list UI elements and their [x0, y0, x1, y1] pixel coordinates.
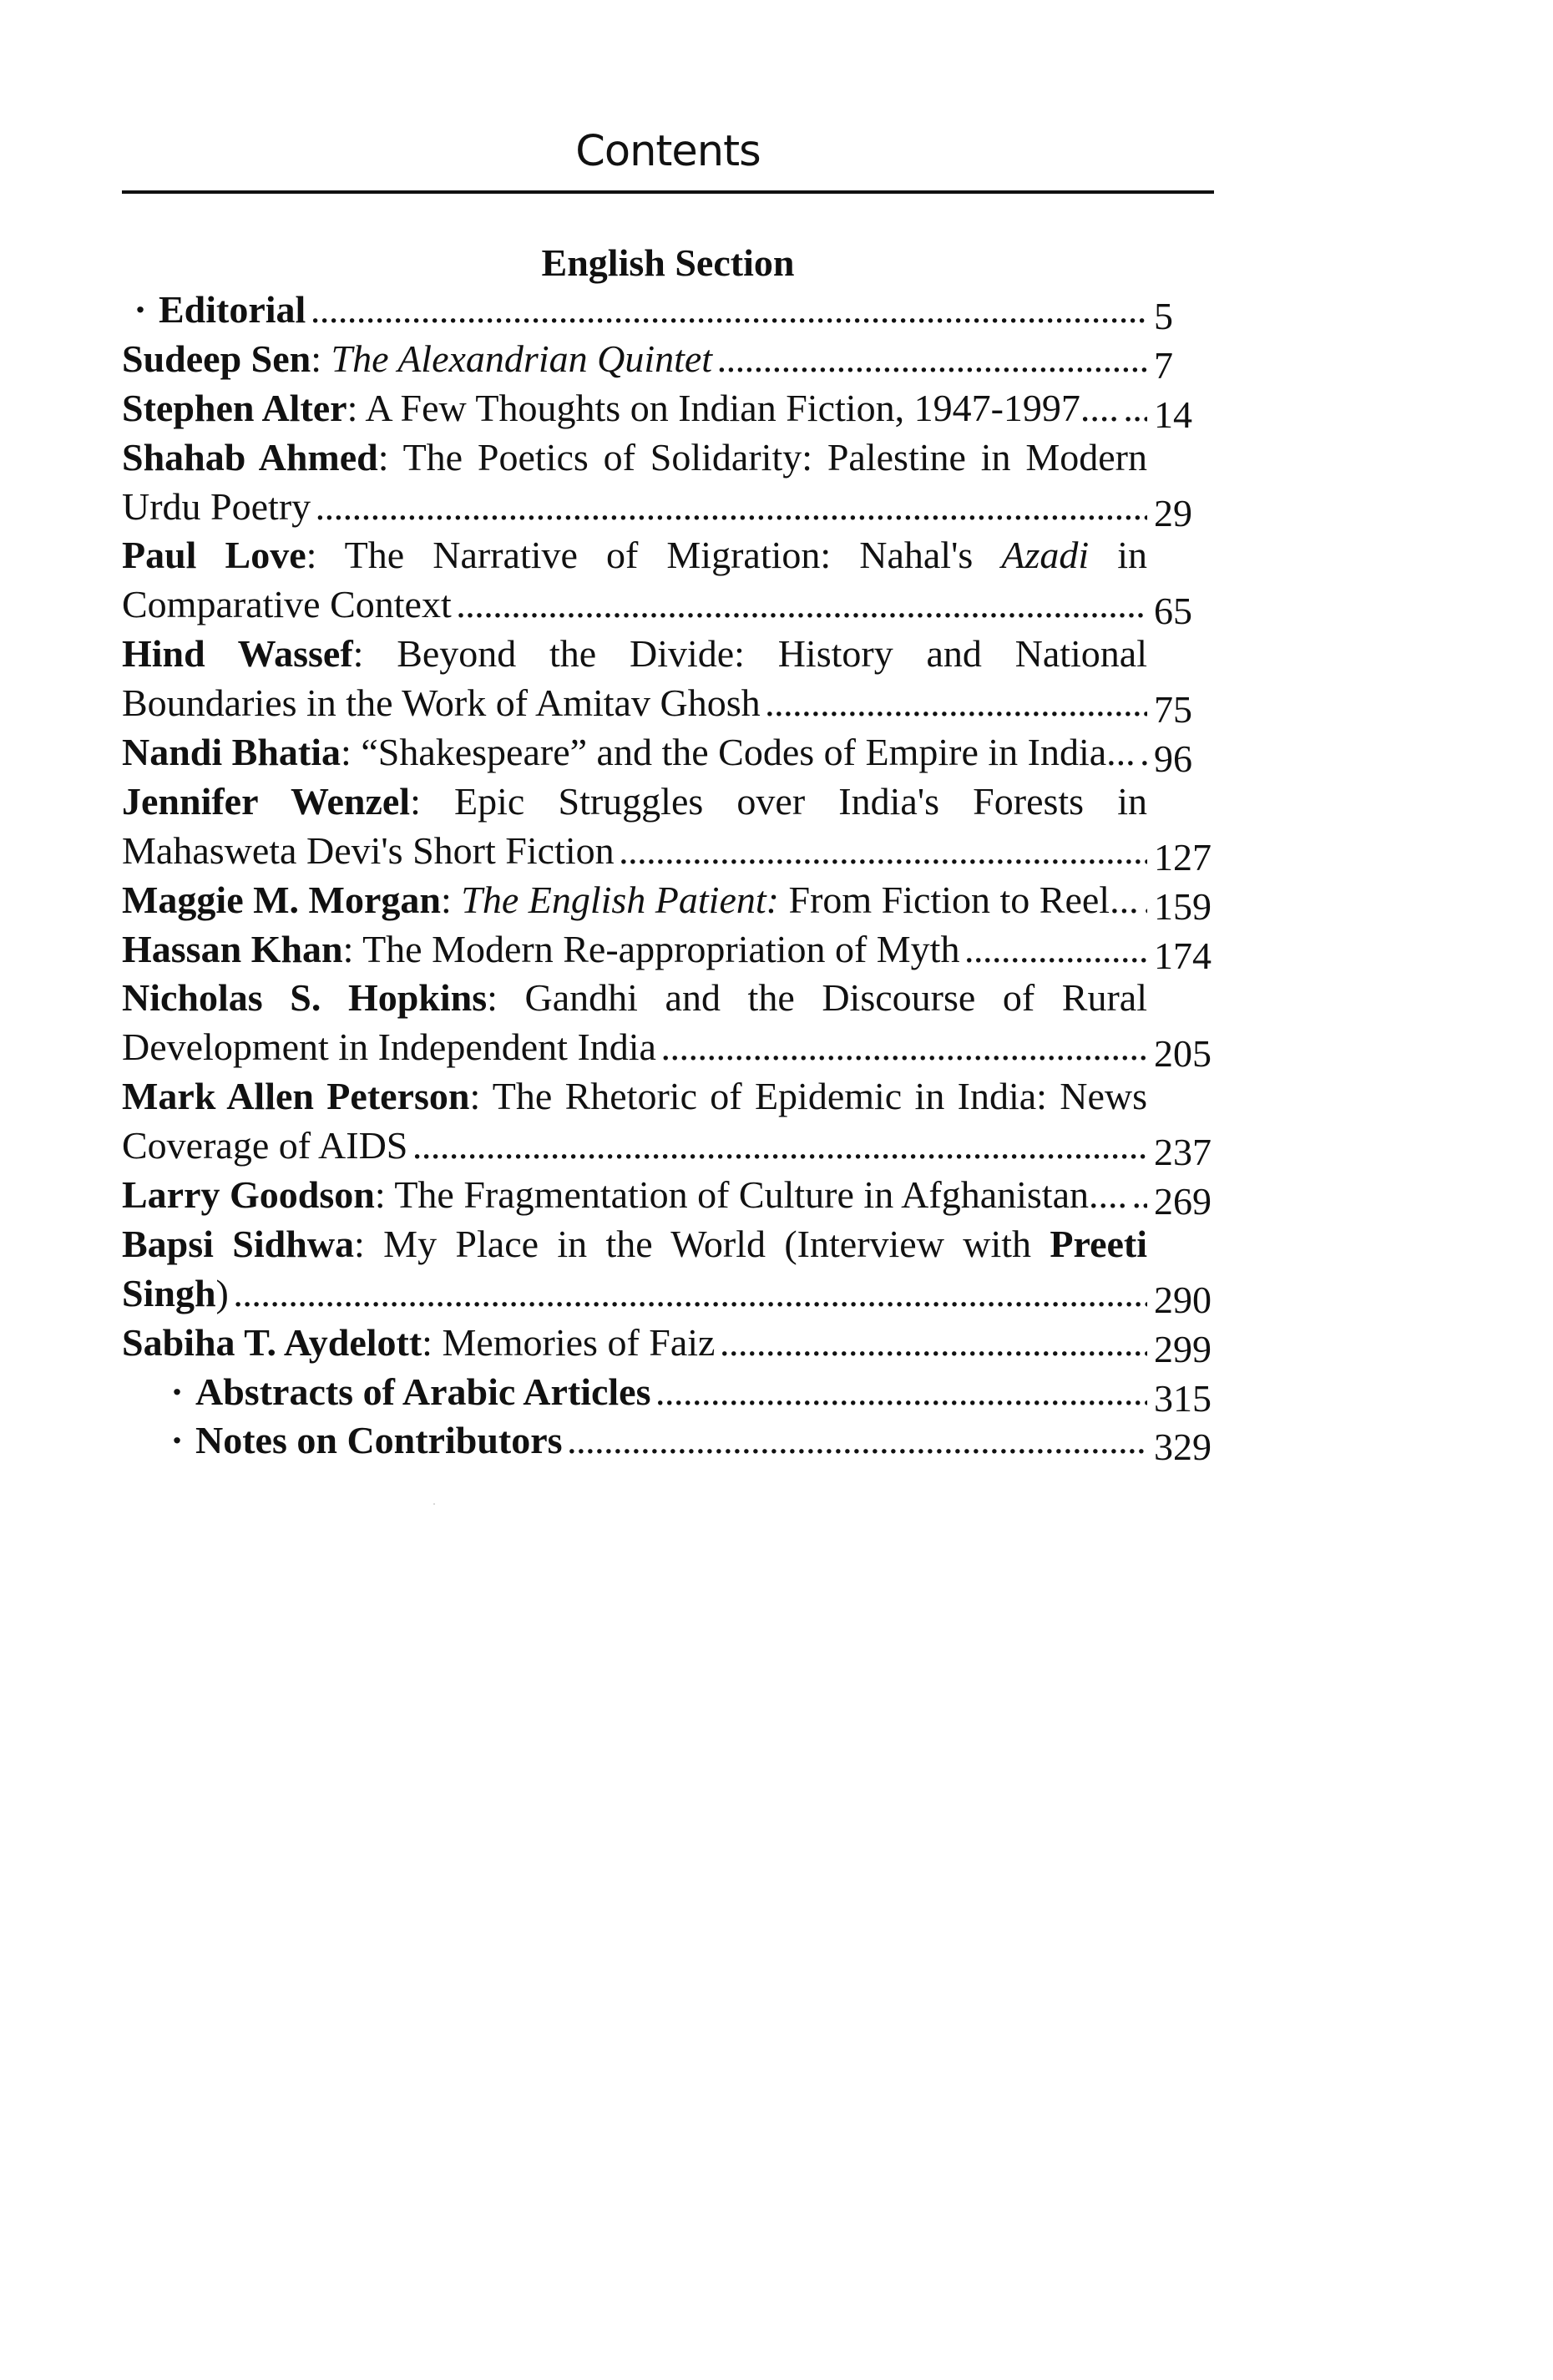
- toc-article-entry: [122, 777, 1224, 879]
- article-title: A Few Thoughts on Indian Fiction, 1947-1997....: [365, 386, 1119, 429]
- article-title: My Place in the World (Interview with: [383, 1222, 1050, 1265]
- toc-line: [122, 630, 1147, 679]
- author-name: Sudeep Sen: [122, 337, 311, 380]
- toc-line: [122, 1122, 1147, 1171]
- article-title: Development in Independent India: [122, 1025, 656, 1069]
- toc-line: [122, 531, 1147, 580]
- page-number: 7: [1154, 343, 1173, 387]
- page-heading: Contents: [575, 127, 761, 176]
- toc-article-entry: [122, 630, 1224, 732]
- page-number: 329: [1154, 1425, 1212, 1469]
- author-name: Larry Goodson: [122, 1173, 375, 1217]
- article-title: Editorial: [159, 288, 306, 331]
- separator: :: [487, 976, 525, 1020]
- toc-line: [122, 433, 1147, 483]
- article-title: Gandhi and the Discourse of Rural: [524, 976, 1147, 1020]
- author-name: Mark Allen Peterson: [122, 1075, 470, 1118]
- toc-article-entry: [122, 728, 1224, 780]
- author-name: Bapsi Sidhwa: [122, 1222, 355, 1265]
- toc-line: [122, 876, 1147, 925]
- separator: :: [341, 731, 362, 774]
- page-number: 174: [1154, 934, 1212, 977]
- article-title: The Fragmentation of Culture in Afghanistan....: [394, 1173, 1127, 1217]
- toc-section-entry: [122, 1416, 1224, 1469]
- toc-article-entry: [122, 974, 1224, 1076]
- author-name: Nicholas S. Hopkins: [122, 976, 488, 1020]
- page-number: 5: [1154, 294, 1173, 337]
- toc-article-entry: [122, 335, 1224, 387]
- toc-line: [122, 728, 1147, 777]
- article-title: Coverage of AIDS: [122, 1124, 408, 1167]
- page-number: 299: [1154, 1327, 1212, 1370]
- table-of-contents: [122, 286, 1224, 1469]
- separator: :: [377, 435, 403, 479]
- page-number: 290: [1154, 1278, 1212, 1321]
- page-number: 75: [1154, 688, 1192, 732]
- article-title: Boundaries in the Work of Amitav Ghosh: [122, 681, 761, 725]
- section-title: English Section: [541, 241, 795, 284]
- author-name: Nandi Bhatia: [122, 731, 341, 774]
- article-title: Azadi: [1001, 534, 1090, 577]
- author-name: Shahab Ahmed: [122, 435, 378, 479]
- toc-line: [122, 483, 1147, 532]
- separator: :: [306, 534, 345, 577]
- toc-article-entry: [122, 384, 1224, 436]
- toc-line: [122, 679, 1147, 728]
- author-name: Maggie M. Morgan: [122, 878, 441, 921]
- separator: :: [352, 632, 397, 676]
- page-number: 29: [1154, 491, 1192, 534]
- page-number: 205: [1154, 1032, 1212, 1076]
- toc-article-entry: [122, 1171, 1224, 1223]
- article-title: The Narrative of Migration: Nahal's: [344, 534, 1002, 577]
- article-title: The Rhetoric of Epidemic in India: News: [492, 1075, 1147, 1118]
- toc-line: [122, 580, 1147, 630]
- author-name: Sabiha T. Aydelott: [122, 1320, 422, 1364]
- article-title: Epic Struggles over India's Forests in: [454, 779, 1147, 823]
- toc-section-entry: [122, 286, 1224, 335]
- author-name: Stephen Alter: [122, 386, 347, 429]
- separator: :: [354, 1222, 384, 1265]
- toc-line: [122, 384, 1147, 433]
- toc-article-entry: [122, 1319, 1224, 1368]
- article-title: Comparative Context: [122, 583, 452, 626]
- article-title: Urdu Poetry: [122, 484, 311, 528]
- toc-line: [122, 827, 1147, 876]
- toc-line: [122, 925, 1147, 975]
- toc-section-entry: [122, 1368, 1224, 1420]
- page-number: 315: [1154, 1376, 1212, 1420]
- article-title: Abstracts of Arabic Articles: [195, 1370, 651, 1413]
- article-title: From Fiction to Reel...: [778, 878, 1139, 921]
- toc-article-entry: [122, 433, 1224, 532]
- toc-line: [122, 777, 1147, 827]
- article-title: Mahasweta Devi's Short Fiction: [122, 828, 615, 872]
- toc-line: [122, 1416, 1147, 1466]
- toc-line: [122, 1220, 1147, 1269]
- page-number: 269: [1154, 1180, 1212, 1223]
- separator: :: [422, 1320, 443, 1364]
- separator: :: [347, 386, 366, 429]
- author-name: Paul Love: [122, 534, 306, 577]
- toc-line: [122, 1269, 1147, 1319]
- toc-line: [122, 1023, 1147, 1072]
- page-number: 14: [1154, 392, 1192, 436]
- article-title: in: [1089, 534, 1147, 577]
- article-title: The Alexandrian Quintet: [331, 337, 713, 380]
- toc-line: [122, 1319, 1147, 1368]
- toc-line: [122, 1171, 1147, 1220]
- page-number: 237: [1154, 1131, 1212, 1174]
- toc-line: [122, 286, 1147, 335]
- toc-article-entry: [122, 1220, 1224, 1319]
- separator: :: [374, 1173, 395, 1217]
- article-title: Memories of Faiz: [442, 1320, 716, 1364]
- bullet-marker: ·: [134, 288, 147, 331]
- heading-rule: [122, 190, 1214, 194]
- article-title: Beyond the Divide: History and National: [397, 632, 1147, 676]
- article-title: The English Patient:: [461, 878, 779, 921]
- author-name: Preeti: [1050, 1222, 1147, 1265]
- toc-line: [122, 1072, 1147, 1122]
- article-title: ): [215, 1271, 229, 1314]
- separator: :: [469, 1075, 493, 1118]
- toc-article-entry: [122, 876, 1224, 928]
- bullet-marker: ·: [170, 1419, 184, 1462]
- author-name: Hind Wassef: [122, 632, 353, 676]
- paper-speck: [433, 1503, 435, 1505]
- toc-line: [122, 974, 1147, 1023]
- article-title: “Shakespeare” and the Codes of Empire in India...: [361, 731, 1136, 774]
- separator: :: [342, 927, 363, 970]
- author-name: Hassan Khan: [122, 927, 343, 970]
- separator: :: [311, 337, 331, 380]
- toc-article-entry: [122, 925, 1224, 975]
- author-name: Singh: [122, 1271, 216, 1314]
- separator: :: [440, 878, 462, 921]
- toc-article-entry: [122, 1072, 1224, 1174]
- article-title: The Modern Re-appropriation of Myth: [362, 927, 960, 970]
- page-number: 96: [1154, 737, 1192, 780]
- toc-line: [122, 1368, 1147, 1417]
- page-number: 127: [1154, 835, 1212, 879]
- bullet-marker: ·: [170, 1370, 184, 1413]
- article-title: Notes on Contributors: [195, 1419, 563, 1462]
- article-title: The Poetics of Solidarity: Palestine in Modern: [402, 435, 1147, 479]
- author-name: Jennifer Wenzel: [122, 779, 411, 823]
- toc-line: [122, 335, 1147, 384]
- toc-article-entry: [122, 531, 1224, 633]
- separator: :: [410, 779, 455, 823]
- page-number: 65: [1154, 590, 1192, 633]
- page-number: 159: [1154, 884, 1212, 928]
